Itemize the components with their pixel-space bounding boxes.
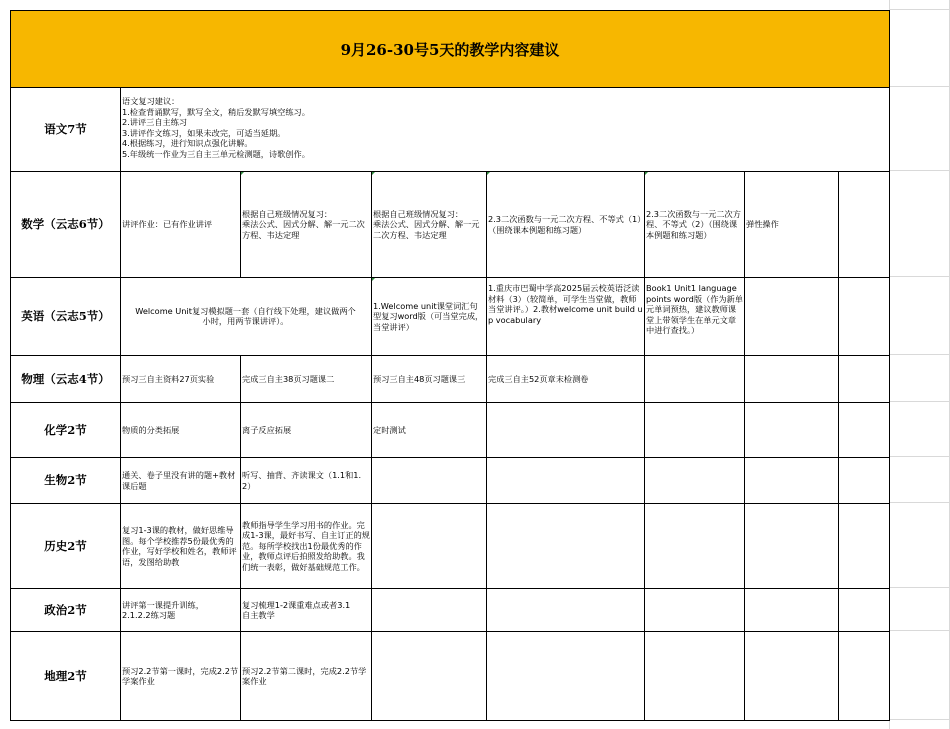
gridline	[889, 456, 950, 457]
table-cell[interactable]	[644, 631, 745, 721]
cell-text: 离子反应拓展	[242, 424, 292, 435]
table-cell[interactable]	[486, 171, 645, 278]
subject-cell[interactable]	[10, 503, 121, 589]
table-cell[interactable]	[744, 457, 839, 504]
cell-text: 弹性操作	[746, 219, 779, 230]
table-cell[interactable]	[644, 355, 745, 403]
gridline	[889, 587, 950, 588]
cell-text: Welcome Unit复习模拟题一套（自行线下处理，建议做两个小时，用两节课讲评）。	[135, 305, 356, 326]
table-cell[interactable]	[240, 355, 372, 403]
table-cell[interactable]	[744, 588, 839, 632]
gridline	[889, 170, 950, 171]
notes-cell[interactable]	[120, 87, 890, 172]
gridline	[889, 86, 950, 87]
table-cell[interactable]	[120, 503, 241, 589]
cell-text: 根据自己班级情况复习： 乘法公式、因式分解、解一元二次方程、韦达定理	[373, 208, 480, 240]
table-cell[interactable]	[838, 588, 890, 632]
gridline	[889, 502, 950, 503]
cell-text: 教师指导学生学习用书的作业。完成1-3课，最好书写、自主订正的规范。每所学校找出1份最优秀的作业，教师点评后拍照发给助教。我们统一表彰，做好基础规范工作。	[242, 519, 370, 572]
subject-cell[interactable]	[10, 87, 121, 172]
subject-label: 物理（云志4节）	[21, 371, 110, 386]
subject-label: 历史2节	[44, 538, 87, 553]
table-cell[interactable]	[120, 171, 241, 278]
gridline	[889, 9, 950, 10]
cell-text: 通关、卷子里没有讲的题+教材课后题	[122, 470, 236, 491]
table-cell[interactable]	[644, 277, 745, 356]
sheet-title	[10, 10, 890, 88]
table-cell[interactable]	[644, 402, 745, 458]
table-cell[interactable]	[644, 503, 745, 589]
gridline	[889, 401, 950, 402]
gridline	[889, 630, 950, 631]
cell-text: 预习2.2节第二课时，完成2.2节学案作业	[242, 665, 367, 686]
comment-marker-icon	[645, 172, 648, 175]
cell-text: 1.Welcome unit课堂词汇句型复习word版（可当堂完成，当堂讲评）	[373, 300, 484, 332]
subject-label: 数学（云志6节）	[21, 217, 110, 231]
subject-label: 生物2节	[44, 473, 87, 487]
cell-text: 预习2.2节第一课时，完成2.2节学案作业	[122, 665, 239, 686]
table-cell[interactable]	[371, 588, 487, 632]
comment-marker-icon	[372, 278, 375, 281]
table-cell[interactable]	[486, 503, 645, 589]
subject-label: 地理2节	[44, 668, 87, 683]
table-cell[interactable]	[744, 503, 839, 589]
table-cell[interactable]	[744, 631, 839, 721]
cell-text: 根据自己班级情况复习： 乘法公式、因式分解、解一元二次方程、韦达定理	[242, 208, 365, 240]
cell-text: 讲评作业：已有作业讲评	[122, 219, 213, 230]
subject-cell[interactable]	[10, 631, 121, 721]
table-cell[interactable]	[744, 171, 839, 278]
table-cell[interactable]	[644, 457, 745, 504]
table-cell[interactable]	[486, 588, 645, 632]
cell-text: Book1 Unit1 language points word版（作为新单元单词预热，建议教师课堂上带领学生在单元文章中进行查找。）	[646, 283, 743, 335]
table-cell[interactable]	[838, 503, 890, 589]
gridline	[889, 354, 950, 355]
cell-text: 完成三自主38页习题课二	[242, 373, 335, 384]
subject-cell[interactable]	[10, 355, 121, 403]
table-cell[interactable]	[838, 457, 890, 504]
comment-marker-icon	[487, 172, 490, 175]
cell-text: 复习1-3课的教材，做好思维导图。每个学校推荐5份最优秀的作业，写好学校和姓名，教师评语，发图给助教	[122, 525, 237, 567]
table-cell[interactable]	[486, 277, 645, 356]
table-cell[interactable]	[838, 355, 890, 403]
table-cell[interactable]	[838, 402, 890, 458]
table-cell[interactable]	[371, 503, 487, 589]
table-cell[interactable]	[371, 631, 487, 721]
table-cell[interactable]	[486, 355, 645, 403]
subject-cell[interactable]	[10, 588, 121, 632]
cell-text: 预习三自主资料27页实验	[122, 373, 215, 384]
notes-text: 语文复习建议： 1.检查背诵默写，默写全文，稍后发默写填空练习。 2.讲评三自主练习 3.讲评作文练习，如果未改完，可适当延期。 4.根据练习，进行知识点强化讲解。 5.年级统一作业为三自主三单元检测题，诗歌创作。	[122, 96, 310, 159]
table-cell[interactable]	[371, 171, 487, 278]
sheet-title-text: 9月26-30号5天的教学内容建议	[340, 40, 560, 59]
subject-label: 语文7节	[44, 122, 87, 136]
table-cell[interactable]	[838, 277, 890, 356]
table-cell[interactable]	[371, 277, 487, 356]
gridline	[889, 276, 950, 277]
table-cell[interactable]	[838, 171, 890, 278]
table-cell[interactable]	[486, 402, 645, 458]
subject-cell[interactable]	[10, 457, 121, 504]
table-cell[interactable]	[744, 355, 839, 403]
cell-text: 讲评第一课提升训练， 2.1.2.2练习题	[122, 599, 204, 620]
table-cell[interactable]	[371, 355, 487, 403]
cell-text: 2.3二次函数与一元二次方程、不等式（2）（围绕课本例题和练习题）	[646, 208, 741, 240]
merged-cell[interactable]	[120, 277, 372, 356]
table-cell[interactable]	[644, 171, 745, 278]
cell-text: 预习三自主48页习题课三	[373, 373, 466, 384]
subject-cell[interactable]	[10, 277, 121, 356]
table-cell[interactable]	[486, 457, 645, 504]
table-cell[interactable]	[240, 588, 372, 632]
table-cell[interactable]	[486, 631, 645, 721]
comment-marker-icon	[241, 172, 244, 175]
table-cell[interactable]	[371, 457, 487, 504]
table-cell[interactable]	[644, 588, 745, 632]
table-cell[interactable]	[240, 402, 372, 458]
subject-label: 化学2节	[44, 422, 87, 437]
table-cell[interactable]	[120, 355, 241, 403]
table-cell[interactable]	[744, 402, 839, 458]
subject-label: 政治2节	[44, 602, 87, 617]
cell-text: 2.3二次函数与一元二次方程、不等式（1）（围绕课本例题和练习题）	[488, 214, 642, 235]
table-cell[interactable]	[744, 277, 839, 356]
cell-text: 听写、抽背、齐读课文（1.1和1.2）	[242, 470, 362, 491]
table-cell[interactable]	[240, 171, 372, 278]
table-cell[interactable]	[120, 457, 241, 504]
cell-text: 物质的分类拓展	[122, 424, 180, 435]
table-cell[interactable]	[120, 588, 241, 632]
table-cell[interactable]	[120, 631, 241, 721]
table-cell[interactable]	[838, 631, 890, 721]
gridline	[889, 719, 950, 720]
cell-text: 定时测试	[373, 424, 406, 435]
cell-text: 1.重庆市巴蜀中学高2025届云校英语泛读材料（3）（较简单，可学生当堂做，教师当堂讲评。）2.教材welcome unit build up vocabulary	[488, 283, 643, 325]
subject-cell[interactable]	[10, 402, 121, 458]
subject-cell[interactable]	[10, 171, 121, 278]
table-cell[interactable]	[240, 457, 372, 504]
cell-text: 完成三自主52页章末检测卷	[488, 373, 589, 384]
table-cell[interactable]	[120, 402, 241, 458]
cell-text: 复习梳理1-2课重难点或者3.1 自主教学	[242, 599, 351, 620]
table-cell[interactable]	[240, 503, 372, 589]
table-cell[interactable]	[371, 402, 487, 458]
table-cell[interactable]	[240, 631, 372, 721]
comment-marker-icon	[372, 172, 375, 175]
subject-label: 英语（云志5节）	[21, 309, 110, 323]
